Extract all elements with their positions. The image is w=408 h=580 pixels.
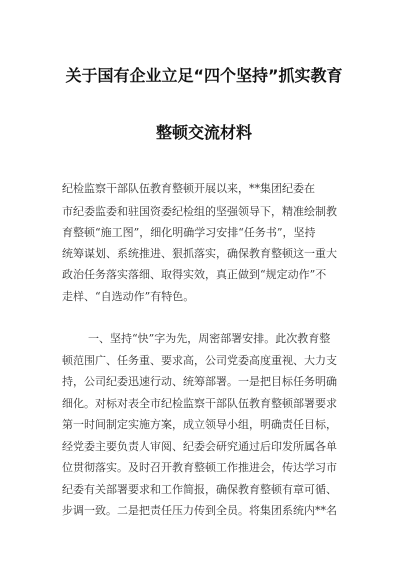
document-title-line-1: 关于国有企业立足“四个坚持”抓实教育 — [65, 66, 343, 85]
paragraph-2-line: 第一时间制定实施方案，成立领导小组，明确责任目标， — [62, 418, 337, 431]
paragraph-1-line: 走样、“自选动作”有特色。 — [62, 290, 195, 303]
paragraph-1-line: 纪检监察干部队伍教育整顿开展以来，**集团纪委在 — [62, 182, 315, 195]
paragraph-2-line: 顿范围广、任务重、要求高，公司党委高度重视、大力支 — [62, 354, 337, 367]
paragraph-2-line: 一、坚持“快”字为先，周密部署安排。此次教育整 — [88, 332, 331, 345]
paragraph-2-line: 步调一致。二是把责任压力传到全员。将集团系统内**名 — [62, 504, 337, 517]
paragraph-2-line: 经党委主要负责人审阅、纪委会研究通过后印发所属各单 — [62, 440, 337, 453]
paragraph-2-line: 细化。对标对表全市纪检监察干部队伍教育整顿部署要求 — [62, 397, 337, 410]
paragraph-1-line: 统筹谋划、系统推进、狠抓落实，确保教育整顿这一重大 — [62, 247, 337, 260]
document-title-line-2: 整顿交流材料 — [155, 123, 252, 142]
paragraph-1-line: 育整顿“施工图”，细化明确学习安排“任务书”，坚持 — [62, 226, 316, 239]
paragraph-1-line: 政治任务落实落细、取得实效，真正做到“规定动作”不 — [62, 268, 327, 281]
paragraph-2-line: 位贯彻落实。及时召开教育整顿工作推进会，传达学习市 — [62, 461, 337, 474]
paragraph-2-line: 纪委有关部署要求和工作简报，确保教育整顿有章可循、 — [62, 483, 337, 496]
paragraph-2-line: 持，公司纪委迅速行动、统筹部署。一是把目标任务明确 — [62, 375, 337, 388]
paragraph-1-line: 市纪委监委和驻国资委纪检组的坚强领导下，精准绘制教 — [62, 205, 337, 218]
